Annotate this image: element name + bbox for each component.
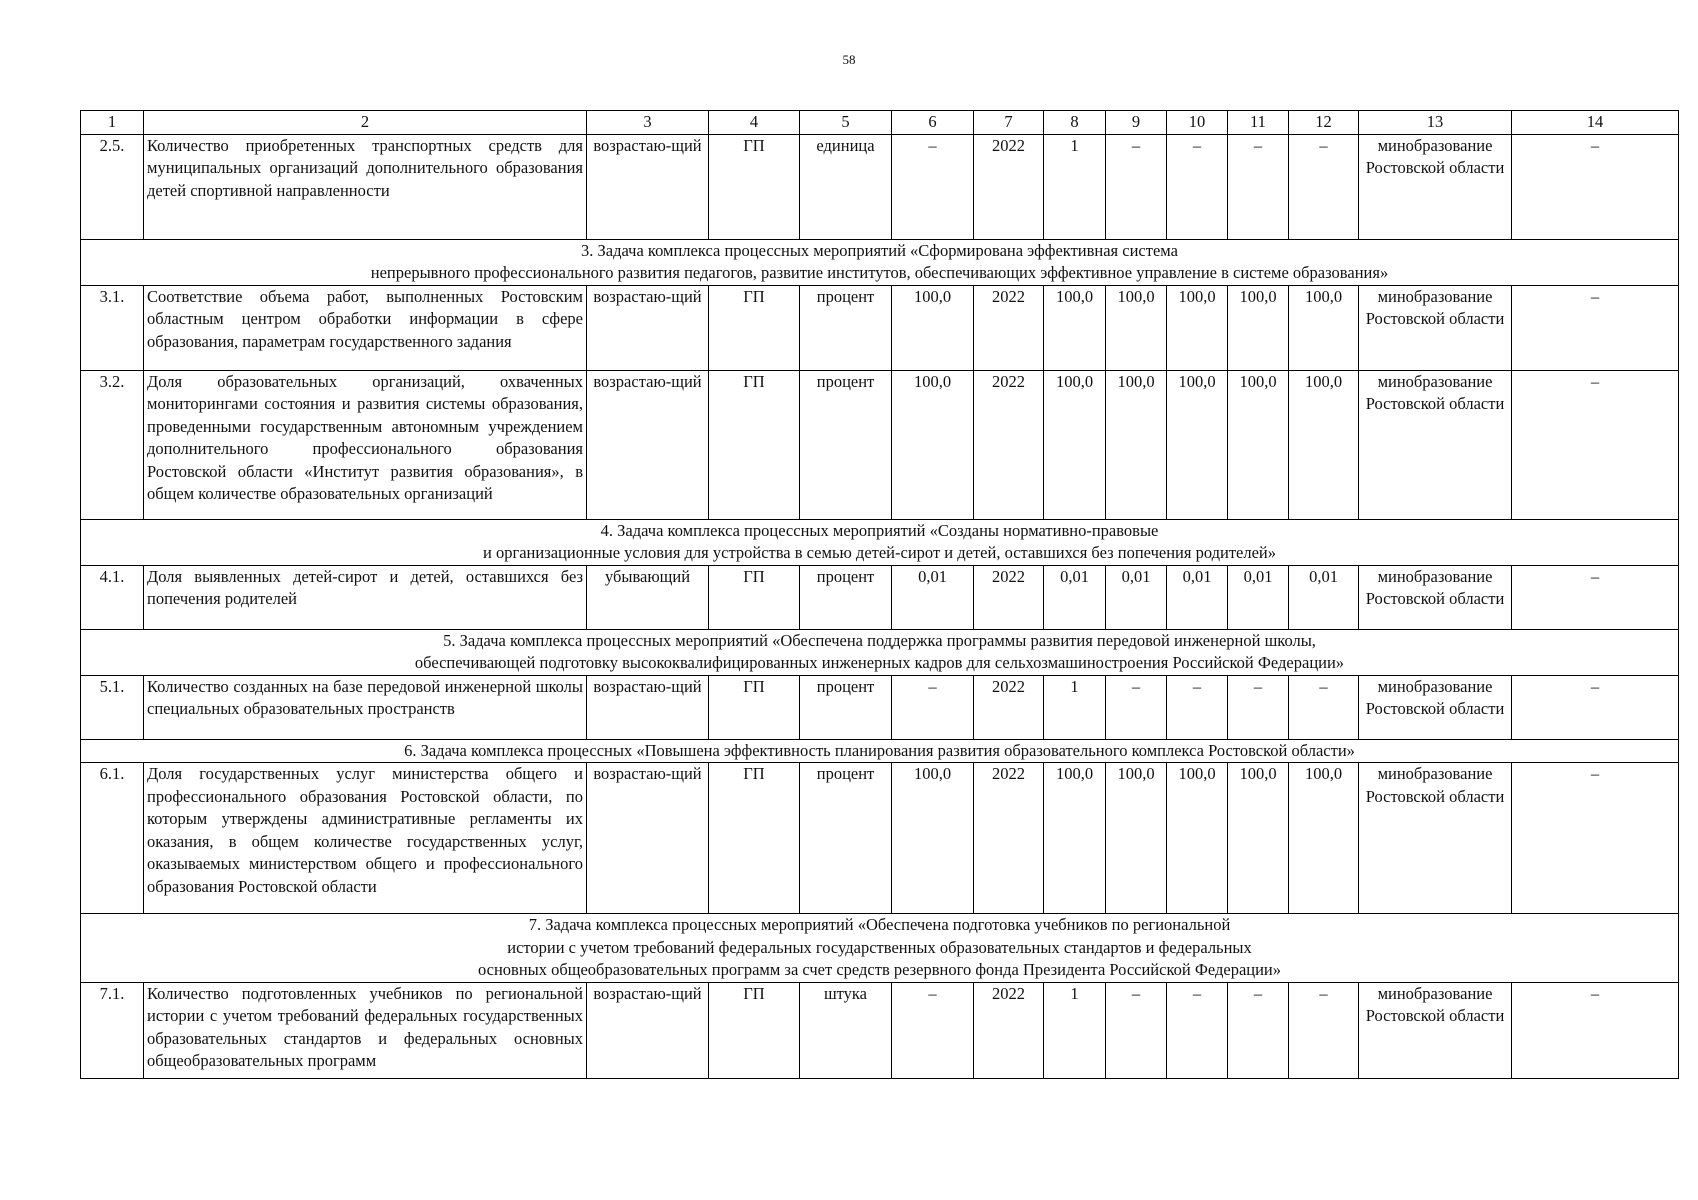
value-2027: – bbox=[1228, 982, 1289, 1078]
base-year: 2022 bbox=[974, 285, 1044, 370]
related-indicator: – bbox=[1512, 370, 1679, 519]
task-title bbox=[81, 914, 1679, 983]
related-indicator: – bbox=[1512, 565, 1679, 629]
row-number: 3.2. bbox=[81, 370, 144, 519]
value-2026: 0,01 bbox=[1167, 565, 1228, 629]
task-title-line: 5. Задача комплекса процессных мероприятий «Обеспечена поддержка программы развития передовой инженерной школы, bbox=[443, 630, 1316, 650]
indicator-type: ГП bbox=[709, 134, 800, 239]
responsible-body: минобразование Ростовской области bbox=[1359, 982, 1512, 1078]
column-header: 7 bbox=[974, 111, 1044, 135]
task-title-line: и организационные условия для устройства в семью детей-сирот и детей, оставшихся без попечения родителей» bbox=[482, 543, 1277, 562]
indicator-type: ГП bbox=[709, 285, 800, 370]
indicator-type: ГП bbox=[709, 565, 800, 629]
row-number: 2.5. bbox=[81, 134, 144, 239]
value-2024: 1 bbox=[1044, 982, 1106, 1078]
column-header: 9 bbox=[1106, 111, 1167, 135]
column-header: 5 bbox=[800, 111, 892, 135]
related-indicator: – bbox=[1512, 675, 1679, 739]
indicator-name: Количество приобретенных транспортных средств для муниципальных организаций дополнительного образования детей спортивной направленности bbox=[144, 134, 587, 239]
indicators-table bbox=[80, 110, 1679, 1079]
task-title bbox=[81, 519, 1679, 565]
column-header: 10 bbox=[1167, 111, 1228, 135]
value-2025: 100,0 bbox=[1106, 285, 1167, 370]
task-row bbox=[81, 914, 1679, 983]
row-number: 7.1. bbox=[81, 982, 144, 1078]
indicator-name: Доля выявленных детей-сирот и детей, оставшихся без попечения родителей bbox=[144, 565, 587, 629]
column-header: 12 bbox=[1289, 111, 1359, 135]
base-year: 2022 bbox=[974, 763, 1044, 914]
task-title bbox=[81, 739, 1679, 763]
value-2024: 1 bbox=[1044, 675, 1106, 739]
responsible-body: минобразование Ростовской области bbox=[1359, 285, 1512, 370]
value-2030: 100,0 bbox=[1289, 763, 1359, 914]
unit: процент bbox=[800, 565, 892, 629]
value-2026: 100,0 bbox=[1167, 763, 1228, 914]
task-row bbox=[81, 239, 1679, 285]
value-2025: 100,0 bbox=[1106, 370, 1167, 519]
base-year: 2022 bbox=[974, 982, 1044, 1078]
value-2030: – bbox=[1289, 134, 1359, 239]
column-header: 1 bbox=[81, 111, 144, 135]
base-value: 100,0 bbox=[892, 285, 974, 370]
value-2027: 100,0 bbox=[1228, 370, 1289, 519]
indicator-row bbox=[81, 134, 1679, 239]
column-header: 13 bbox=[1359, 111, 1512, 135]
value-2025: – bbox=[1106, 675, 1167, 739]
task-title bbox=[81, 629, 1679, 675]
related-indicator: – bbox=[1512, 982, 1679, 1078]
value-2027: – bbox=[1228, 675, 1289, 739]
trend-direction: возрастаю-щий bbox=[587, 285, 709, 370]
indicator-type: ГП bbox=[709, 675, 800, 739]
unit: штука bbox=[800, 982, 892, 1078]
indicator-row bbox=[81, 370, 1679, 519]
row-number: 5.1. bbox=[81, 675, 144, 739]
indicator-row bbox=[81, 565, 1679, 629]
base-year: 2022 bbox=[974, 675, 1044, 739]
row-number: 6.1. bbox=[81, 763, 144, 914]
indicator-row bbox=[81, 982, 1679, 1078]
value-2030: – bbox=[1289, 675, 1359, 739]
task-title-line: истории с учетом требований федеральных государственных образовательных стандартов и федеральных bbox=[507, 937, 1252, 957]
value-2026: 100,0 bbox=[1167, 370, 1228, 519]
responsible-body: минобразование Ростовской области bbox=[1359, 134, 1512, 239]
value-2030: 100,0 bbox=[1289, 370, 1359, 519]
task-title bbox=[81, 239, 1679, 285]
column-header: 4 bbox=[709, 111, 800, 135]
task-title-line: основных общеобразовательных программ за счет средств резервного фонда Президента Российской Федерации» bbox=[477, 960, 1282, 979]
trend-direction: возрастаю-щий bbox=[587, 675, 709, 739]
unit: процент bbox=[800, 370, 892, 519]
responsible-body: минобразование Ростовской области bbox=[1359, 763, 1512, 914]
column-header: 14 bbox=[1512, 111, 1679, 135]
related-indicator: – bbox=[1512, 763, 1679, 914]
table-body bbox=[81, 111, 1679, 1079]
responsible-body: минобразование Ростовской области bbox=[1359, 675, 1512, 739]
value-2030: – bbox=[1289, 982, 1359, 1078]
base-value: 100,0 bbox=[892, 370, 974, 519]
row-number: 3.1. bbox=[81, 285, 144, 370]
trend-direction: возрастаю-щий bbox=[587, 370, 709, 519]
trend-direction: возрастаю-щий bbox=[587, 134, 709, 239]
responsible-body: минобразование Ростовской области bbox=[1359, 565, 1512, 629]
indicator-name: Количество созданных на базе передовой инженерной школы специальных образовательных пространств bbox=[144, 675, 587, 739]
row-number: 4.1. bbox=[81, 565, 144, 629]
trend-direction: возрастаю-щий bbox=[587, 982, 709, 1078]
indicator-name: Доля государственных услуг министерства общего и профессионального образования Ростовской области, по которым утверждены административные регламенты их оказания, в общем количестве государственных услуг, оказываемых министерством общего и профессионального образования Ростовской области bbox=[144, 763, 587, 914]
indicator-type: ГП bbox=[709, 982, 800, 1078]
column-header: 3 bbox=[587, 111, 709, 135]
value-2025: 100,0 bbox=[1106, 763, 1167, 914]
value-2024: 1 bbox=[1044, 134, 1106, 239]
value-2025: 0,01 bbox=[1106, 565, 1167, 629]
value-2027: 0,01 bbox=[1228, 565, 1289, 629]
unit: процент bbox=[800, 675, 892, 739]
value-2024: 0,01 bbox=[1044, 565, 1106, 629]
indicator-name: Доля образовательных организаций, охваченных мониторингами состояния и развития системы образования, проведенными государственным автономным учреждением дополнительного профессионального образования Ростовской области «Институт развития образования», в общем количестве образовательных организаций bbox=[144, 370, 587, 519]
value-2025: – bbox=[1106, 134, 1167, 239]
task-title-line: непрерывного профессионального развития педагогов, развитие институтов, обеспечивающих эффективное управление в системе образования» bbox=[370, 263, 1389, 282]
indicator-row bbox=[81, 285, 1679, 370]
unit: процент bbox=[800, 285, 892, 370]
indicator-row bbox=[81, 763, 1679, 914]
base-value: – bbox=[892, 134, 974, 239]
task-title-line: 3. Задача комплекса процессных мероприятий «Сформирована эффективная система bbox=[581, 240, 1178, 260]
value-2024: 100,0 bbox=[1044, 370, 1106, 519]
value-2026: – bbox=[1167, 675, 1228, 739]
column-header: 11 bbox=[1228, 111, 1289, 135]
value-2026: – bbox=[1167, 982, 1228, 1078]
base-year: 2022 bbox=[974, 370, 1044, 519]
unit: единица bbox=[800, 134, 892, 239]
task-title-line: обеспечивающей подготовку высококвалифицированных инженерных кадров для сельхозмашиностроения Российской Федерации» bbox=[414, 653, 1345, 672]
base-value: – bbox=[892, 982, 974, 1078]
value-2026: – bbox=[1167, 134, 1228, 239]
indicator-name: Количество подготовленных учебников по региональной истории с учетом требований федеральных государственных образовательных стандартов и федеральных основных общеобразовательных программ bbox=[144, 982, 587, 1078]
column-header-row bbox=[81, 111, 1679, 135]
base-value: 100,0 bbox=[892, 763, 974, 914]
value-2027: – bbox=[1228, 134, 1289, 239]
indicator-type: ГП bbox=[709, 763, 800, 914]
trend-direction: убывающий bbox=[587, 565, 709, 629]
task-row bbox=[81, 739, 1679, 763]
related-indicator: – bbox=[1512, 134, 1679, 239]
indicator-type: ГП bbox=[709, 370, 800, 519]
base-value: 0,01 bbox=[892, 565, 974, 629]
responsible-body: минобразование Ростовской области bbox=[1359, 370, 1512, 519]
trend-direction: возрастаю-щий bbox=[587, 763, 709, 914]
task-title-line: 6. Задача комплекса процессных «Повышена эффективность планирования развития образовательного комплекса Ростовской области» bbox=[404, 740, 1355, 760]
task-row bbox=[81, 629, 1679, 675]
task-row bbox=[81, 519, 1679, 565]
base-value: – bbox=[892, 675, 974, 739]
base-year: 2022 bbox=[974, 134, 1044, 239]
value-2027: 100,0 bbox=[1228, 285, 1289, 370]
page-number: 58 bbox=[842, 52, 856, 67]
value-2027: 100,0 bbox=[1228, 763, 1289, 914]
value-2030: 0,01 bbox=[1289, 565, 1359, 629]
indicator-row bbox=[81, 675, 1679, 739]
column-header: 2 bbox=[144, 111, 587, 135]
value-2026: 100,0 bbox=[1167, 285, 1228, 370]
base-year: 2022 bbox=[974, 565, 1044, 629]
task-title-line: 4. Задача комплекса процессных мероприятий «Созданы нормативно-правовые bbox=[600, 520, 1159, 540]
related-indicator: – bbox=[1512, 285, 1679, 370]
unit: процент bbox=[800, 763, 892, 914]
value-2025: – bbox=[1106, 982, 1167, 1078]
indicator-name: Соответствие объема работ, выполненных Ростовским областным центром обработки информации в сфере образования, параметрам государственного задания bbox=[144, 285, 587, 370]
value-2030: 100,0 bbox=[1289, 285, 1359, 370]
column-header: 8 bbox=[1044, 111, 1106, 135]
column-header: 6 bbox=[892, 111, 974, 135]
value-2024: 100,0 bbox=[1044, 763, 1106, 914]
task-title-line: 7. Задача комплекса процессных мероприятий «Обеспечена подготовка учебников по региональной bbox=[528, 915, 1231, 934]
value-2024: 100,0 bbox=[1044, 285, 1106, 370]
